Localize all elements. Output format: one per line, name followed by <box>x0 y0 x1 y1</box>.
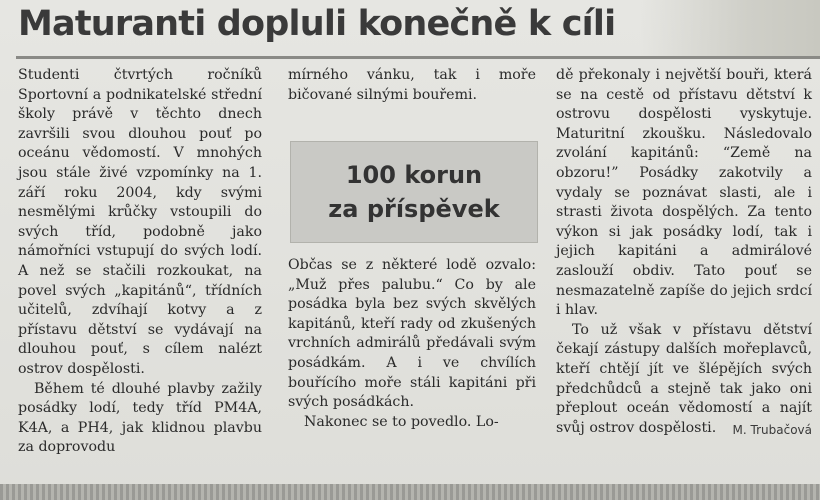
paragraph: dě překonaly i největší bouři, která se na cestě od přístavu dětství k ostrovu dospělosti vyskytuje. Maturitní zkoušku. Následovalo zvolání kapitánů: “Země na obzoru!” Posádky zakotvily a vydaly se poznávat slasti, ale i strasti života dospělých. Za tento výkon si jak posádky lodí, tak i jejich kapitáni a admirálové zaslouží obdiv. Tato pouť se nesmazatelně zapíše do jejich srdcí i hlav. <box>556 67 812 319</box>
paragraph-text: To už však v přístavu dětství čekají zástupy dalších mořeplavců, kteří chtějí jít ve šlépějích svých předchůdců a stejně tak jako oni přeplout oceán vědomostí a najít svůj ostrov dospělosti. <box>556 321 812 436</box>
paragraph: Studenti čtvrtých ročníků Sportovní a podnikatelské střední školy právě v těchto dnech završili svou dlouhou pouť po oceánu vědomostí. V mnohých jsou stále živé vzpomínky na 1. září roku 2004, kdy svými nesmělými krůčky vstoupili do svých tříd, podobně jako námořníci vstupují do svých lodí. A než se stačili rozkoukat, na povel svých „kapitánů“, třídních učitelů, zdvíhají kotvy a z přístavu dětství se vydávají na dlouhou pouť, s cílem nalézt ostrov dospělosti. <box>18 67 262 377</box>
author-signature: M. Trubačová <box>732 422 812 437</box>
article-column-1 <box>18 66 262 458</box>
paragraph: Občas se z některé lodě ozvalo: „Muž přes palubu.“ Co by ale posádka byla bez svých skvělých kapitánů, kteří rady od zkušených vrchních admirálů předávali svým posádkám. A i ve chvílích bouřícího moře stáli kapitáni při svých posádkách. <box>288 257 536 411</box>
paragraph: Během té dlouhé plavby zažily posádky lodí, tedy tříd PM4A, K4A, a PH4, jak klidnou plavbu za doprovodu <box>18 380 262 456</box>
scan-shadow <box>640 0 820 58</box>
promo-box <box>290 141 538 243</box>
paragraph: Nakonec se to povedlo. Lo- <box>304 413 499 430</box>
article-column-3 <box>556 66 812 440</box>
promo-line-1: 100 korun <box>345 161 483 189</box>
clipping-bottom-edge <box>0 484 820 500</box>
promo-line-2: za příspěvek <box>328 195 500 223</box>
article-headline: Maturanti dopluli konečně k cíli <box>18 4 616 44</box>
paragraph: mírného vánku, tak i moře bičované silnými bouřemi. <box>288 67 536 103</box>
headline-rule <box>16 56 820 59</box>
column-2-lower <box>288 256 536 432</box>
paragraph <box>556 321 812 439</box>
